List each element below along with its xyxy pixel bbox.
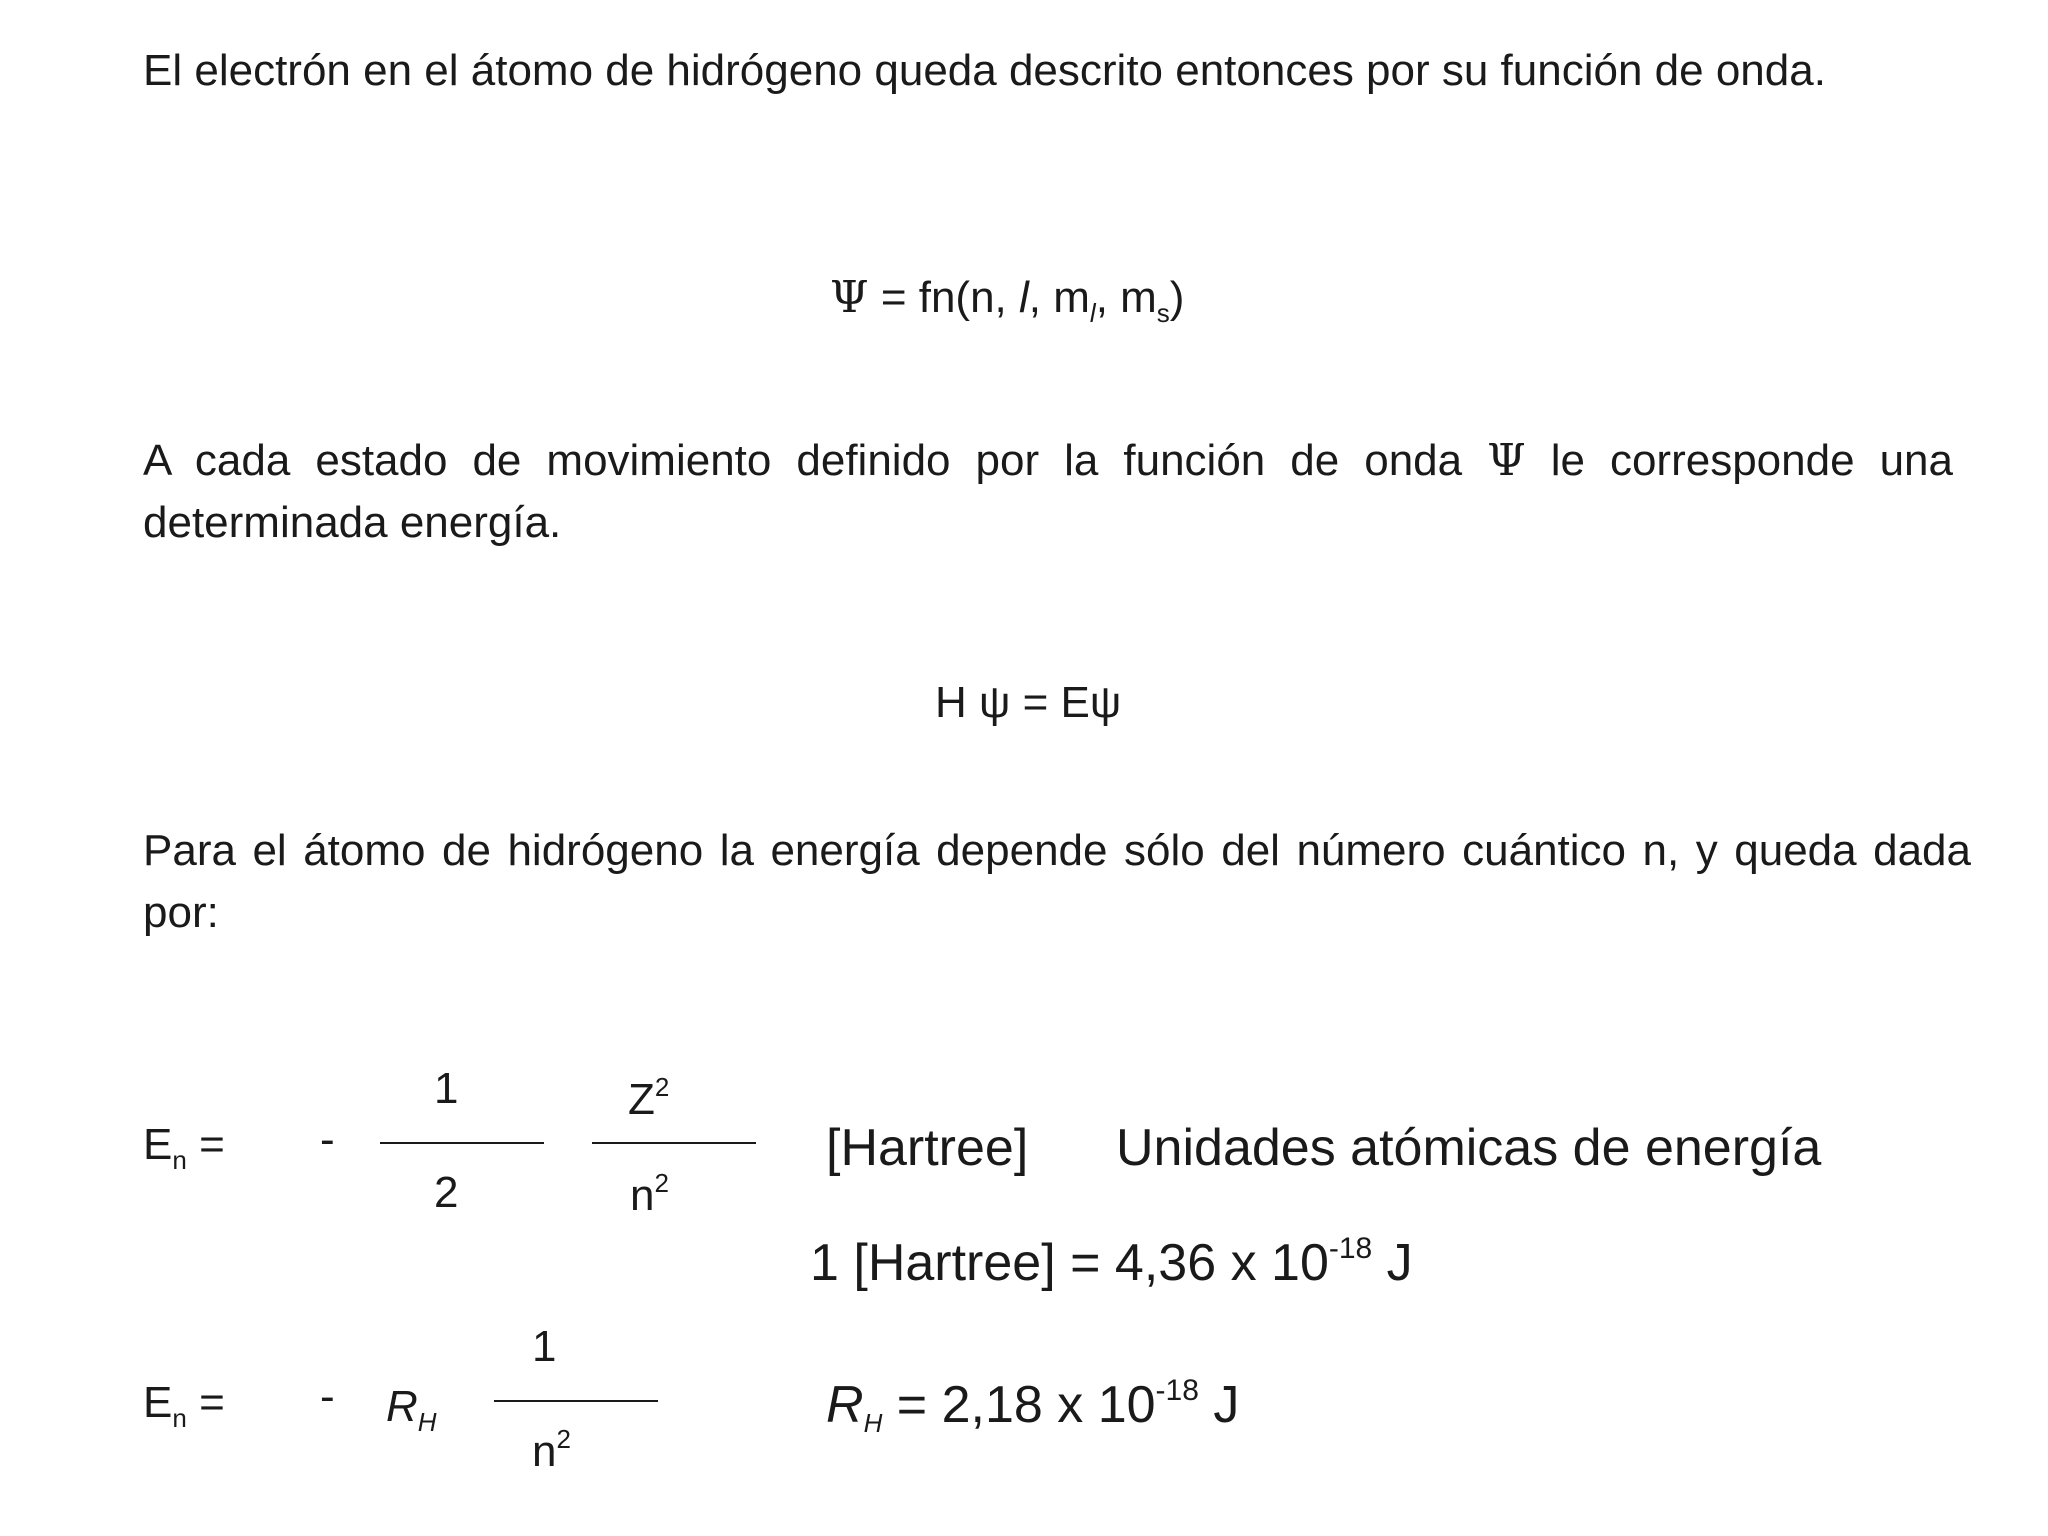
subscript-h: H <box>417 1407 437 1437</box>
rydberg-value <box>826 1374 1239 1439</box>
rydberg-constant <box>386 1382 437 1438</box>
energy-lhs <box>143 1378 225 1434</box>
r-symbol: R <box>386 1382 418 1431</box>
wavefunction-equation <box>830 272 1184 329</box>
superscript: 2 <box>556 1424 571 1454</box>
energy-symbol: E <box>143 1120 173 1169</box>
equals-sign: = <box>199 1120 225 1169</box>
energy-symbol: E <box>143 1378 173 1427</box>
subscript-l: l <box>1089 298 1096 328</box>
rydberg-text: = 2,18 x 10 <box>882 1376 1156 1434</box>
joule-unit: J <box>1372 1234 1413 1292</box>
fraction-numerator <box>628 1072 669 1125</box>
superscript: 2 <box>654 1168 669 1198</box>
fraction-bar <box>380 1142 544 1144</box>
fraction-denominator: 2 <box>434 1168 459 1217</box>
paragraph-energy-state <box>143 430 1953 554</box>
fraction-numerator: 1 <box>532 1322 557 1371</box>
subscript-n: n <box>172 1145 187 1175</box>
joule-unit: J <box>1198 1376 1240 1434</box>
quantum-number-l: l <box>1019 273 1029 322</box>
minus-sign: - <box>320 1372 335 1421</box>
eq-text: = fn(n, <box>868 273 1020 322</box>
psi-symbol: Ψ <box>1487 435 1526 486</box>
n-symbol: n <box>630 1171 655 1220</box>
eq-text: , m <box>1095 273 1157 322</box>
fraction-bar <box>592 1142 756 1144</box>
hartree-conversion <box>810 1232 1413 1293</box>
unit-description: Unidades atómicas de energía <box>1116 1119 1822 1177</box>
psi-symbol: Ψ <box>830 272 869 323</box>
paragraph-text: le corresponde una determinada energía. <box>143 436 1953 547</box>
fraction-denominator <box>532 1424 571 1477</box>
energy-lhs <box>143 1120 225 1176</box>
subscript-h: H <box>863 1408 883 1438</box>
conversion-text: 1 [Hartree] = 4,36 x 10 <box>810 1234 1329 1292</box>
minus-sign: - <box>320 1115 335 1164</box>
exponent: -18 <box>1328 1232 1373 1265</box>
hartree-unit: [Hartree] <box>826 1119 1029 1177</box>
fraction-bar <box>494 1400 658 1402</box>
equals-sign: = <box>199 1378 225 1427</box>
exponent: -18 <box>1155 1374 1199 1407</box>
subscript-s: s <box>1156 298 1170 328</box>
schrodinger-equation: H ψ = Eψ <box>935 678 1122 727</box>
fraction-numerator: 1 <box>434 1064 459 1113</box>
subscript-n: n <box>172 1403 187 1433</box>
paragraph-text: A cada estado de movimiento definido por la función de onda <box>143 436 1488 485</box>
fraction-denominator <box>630 1168 669 1221</box>
paragraph-hydrogen-energy: Para el átomo de hidrógeno la energía depende sólo del número cuántico n, y queda dada por: <box>143 826 1971 937</box>
r-symbol: R <box>826 1376 864 1434</box>
superscript: 2 <box>654 1072 670 1102</box>
n-symbol: n <box>532 1427 557 1476</box>
eq-text: ) <box>1169 273 1185 322</box>
paragraph-wavefunction-intro: El electrón en el átomo de hidrógeno queda descrito entonces por su función de onda. <box>143 46 1826 95</box>
z-symbol: Z <box>628 1075 655 1124</box>
eq-text: , m <box>1028 273 1090 322</box>
